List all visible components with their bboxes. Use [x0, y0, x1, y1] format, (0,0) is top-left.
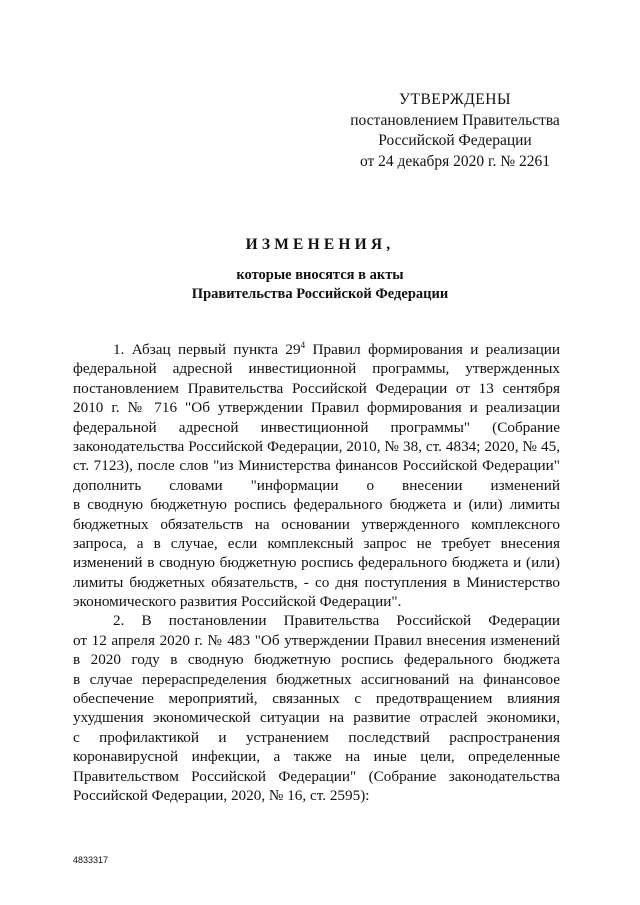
- text-line: законодательства Российской Федерации, 2010, № 38, ст. 4834; 2020, № 45,: [73, 437, 560, 455]
- approval-title: УТВЕРЖДЕНЫ: [399, 91, 511, 108]
- text-line: 2010 г. № 716 "Об утверждении Правил формирования и реализации: [73, 399, 560, 417]
- text-line: [73, 340, 560, 359]
- text-line: федеральной адресной инвестиционной программы" (Собрание: [73, 418, 560, 436]
- paragraph-2: [73, 611, 560, 805]
- text-line: коронавирусной инфекции, а также на иные цели, определенные: [73, 748, 560, 766]
- text-fragment: Правил формирования и реализации: [305, 341, 560, 358]
- text-line: запроса, а в случае, если комплексный запрос не требует внесения: [73, 534, 560, 552]
- text-line: федеральной адресной инвестиционной программы, утвержденных: [73, 360, 560, 378]
- text-line: 2. В постановлении Правительства Российской Федерации: [113, 612, 560, 630]
- approval-stamp: [330, 90, 580, 172]
- text-line: Российской Федерации, 2020, № 16, ст. 2595):: [73, 786, 370, 804]
- text-line: дополнить словами "информации о внесении изменений: [73, 476, 560, 494]
- text-fragment: 1. Абзац первый пункта 29: [113, 341, 301, 358]
- approval-date-number: от 24 декабря 2020 г. № 2261: [359, 152, 551, 170]
- text-line: в сводную бюджетную роспись федерального бюджета и (или) лимиты: [73, 496, 560, 514]
- approval-line: Российской Федерации: [378, 132, 532, 149]
- text-line: ухудшения экономической ситуации на развитие отраслей экономики,: [73, 709, 560, 727]
- superscript: 4: [300, 340, 306, 350]
- heading-title: ИЗМЕНЕНИЯ,: [245, 236, 395, 253]
- document-heading: [0, 236, 640, 304]
- document-code: 4833317: [73, 855, 109, 865]
- text-line: в случае перераспределения бюджетных ассигнований на финансовое: [73, 670, 560, 688]
- text-line: лимиты бюджетных обязательств, - со дня поступления в Министерство: [73, 573, 560, 591]
- paragraph-1: [73, 340, 560, 611]
- text-line: постановлением Правительства Российской Федерации от 13 сентября: [73, 379, 560, 397]
- text-line: экономического развития Российской Федерации".: [73, 593, 402, 611]
- document-body: [73, 340, 560, 805]
- text-line: Правительством Российской Федерации" (Собрание законодательства: [73, 767, 560, 785]
- text-line: бюджетных обязательств на основании утвержденного комплексного: [73, 515, 560, 533]
- text-line: от 12 апреля 2020 г. № 483 "Об утверждении Правил внесения изменений: [73, 631, 560, 649]
- approval-line: постановлением Правительства: [350, 111, 560, 129]
- text-line: в 2020 году в сводную бюджетную роспись федерального бюджета: [73, 651, 560, 669]
- heading-subtitle: Правительства Российской Федерации: [191, 286, 449, 302]
- text-line: обеспечение мероприятий, связанных с предотвращением влияния: [73, 690, 560, 708]
- text-line: изменений в сводную бюджетную роспись федерального бюджета и (или): [73, 554, 560, 572]
- text-line: с профилактикой и устранением последствий распространения: [73, 728, 560, 746]
- heading-subtitle: которые вносятся в акты: [236, 267, 404, 283]
- text-line: ст. 7123), после слов "из Министерства финансов Российской Федерации": [73, 457, 560, 475]
